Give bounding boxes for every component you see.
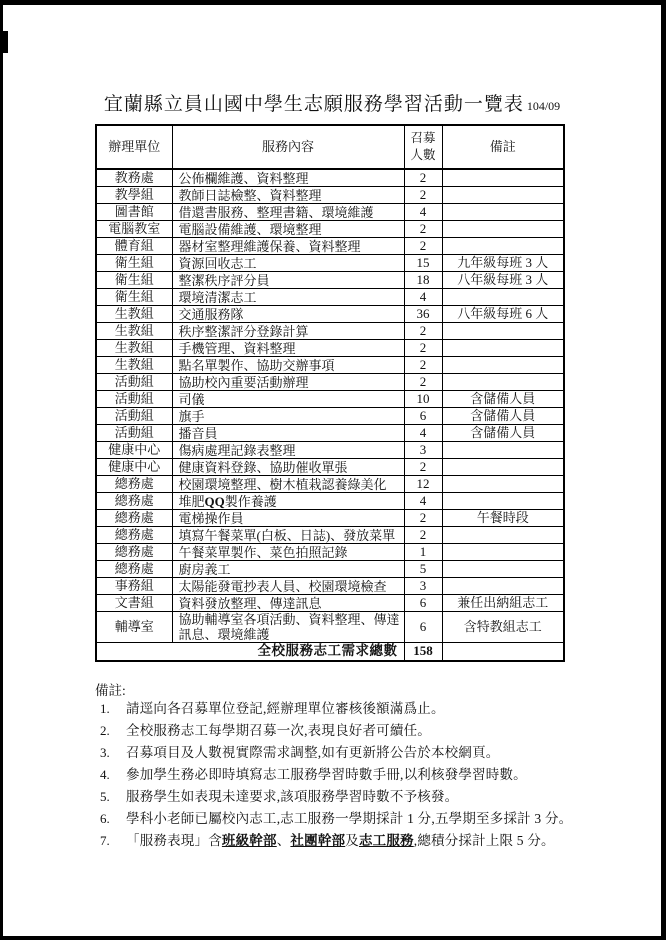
note-number: 7. bbox=[100, 833, 110, 848]
note-item bbox=[100, 833, 578, 850]
table-row bbox=[96, 391, 564, 408]
table-row bbox=[96, 272, 564, 289]
remark-cell: 八年級每班 6 人 bbox=[442, 306, 564, 323]
note-text: 服務學生如表現未達要求,該項服務學習時數不予核發。 bbox=[126, 789, 459, 804]
table-row bbox=[96, 527, 564, 544]
total-count: 158 bbox=[404, 643, 442, 661]
count-cell: 10 bbox=[404, 391, 442, 408]
note-number: 1. bbox=[100, 701, 110, 716]
remark-cell bbox=[442, 357, 564, 374]
table-row bbox=[96, 187, 564, 204]
note-text: 參加學生務必即時填寫志工服務學習時數手冊,以利核發學習時數。 bbox=[126, 767, 527, 782]
count-cell: 4 bbox=[404, 204, 442, 221]
content-cell: 堆肥QQ製作養護 bbox=[172, 493, 404, 510]
content-cell: 電梯操作員 bbox=[172, 510, 404, 527]
content-cell: 午餐菜單製作、菜色拍照記錄 bbox=[172, 544, 404, 561]
note-number: 2. bbox=[100, 723, 110, 738]
note-item bbox=[100, 701, 578, 718]
content-cell: 資源回收志工 bbox=[172, 255, 404, 272]
col-header-remark: 備註 bbox=[442, 125, 564, 169]
count-cell: 2 bbox=[404, 459, 442, 476]
remark-cell bbox=[442, 204, 564, 221]
content-cell: 傷病處理記錄表整理 bbox=[172, 442, 404, 459]
note-text: 全校服務志工每學期召募一次,表現良好者可續任。 bbox=[126, 723, 431, 738]
content-cell: 協助校內重要活動辦理 bbox=[172, 374, 404, 391]
remark-cell: 含儲備人員 bbox=[442, 408, 564, 425]
note-text: 請逕向各召募單位登記,經辦理單位審核後額滿爲止。 bbox=[126, 701, 445, 716]
count-cell: 1 bbox=[404, 544, 442, 561]
table-row bbox=[96, 442, 564, 459]
col-header-unit: 辦理單位 bbox=[96, 125, 172, 169]
note-item bbox=[100, 811, 578, 828]
table-row bbox=[96, 289, 564, 306]
remark-cell: 兼任出納組志工 bbox=[442, 595, 564, 612]
unit-cell: 衛生組 bbox=[96, 272, 172, 289]
remark-cell bbox=[442, 238, 564, 255]
unit-cell: 電腦教室 bbox=[96, 221, 172, 238]
remark-cell bbox=[442, 442, 564, 459]
remark-cell bbox=[442, 544, 564, 561]
count-cell: 15 bbox=[404, 255, 442, 272]
remark-cell bbox=[442, 289, 564, 306]
unit-cell: 事務組 bbox=[96, 578, 172, 595]
content-cell: 整潔秩序評分員 bbox=[172, 272, 404, 289]
unit-cell: 體育組 bbox=[96, 238, 172, 255]
remark-cell: 含特教組志工 bbox=[442, 612, 564, 643]
table-row bbox=[96, 612, 564, 643]
unit-cell: 健康中心 bbox=[96, 442, 172, 459]
note-text: 召募項目及人數視實際需求調整,如有更新將公告於本校網頁。 bbox=[126, 745, 500, 760]
content-cell: 司儀 bbox=[172, 391, 404, 408]
note-number: 5. bbox=[100, 789, 110, 804]
remark-cell: 含儲備人員 bbox=[442, 391, 564, 408]
page-title: 宜蘭縣立員山國中學生志願服務學習活動一覽表 bbox=[103, 94, 524, 115]
unit-cell: 衛生組 bbox=[96, 255, 172, 272]
unit-cell: 活動組 bbox=[96, 391, 172, 408]
count-cell: 18 bbox=[404, 272, 442, 289]
unit-cell: 總務處 bbox=[96, 510, 172, 527]
table-row bbox=[96, 238, 564, 255]
title-date-code: 104/09 bbox=[526, 99, 561, 113]
content-cell: 填寫午餐菜單(白板、日誌)、發放菜單 bbox=[172, 527, 404, 544]
count-cell: 4 bbox=[404, 425, 442, 442]
count-cell: 6 bbox=[404, 595, 442, 612]
content-cell: 旗手 bbox=[172, 408, 404, 425]
unit-cell: 活動組 bbox=[96, 425, 172, 442]
col-header-count: 召募 人數 bbox=[404, 125, 442, 169]
table-row bbox=[96, 425, 564, 442]
service-table bbox=[95, 124, 565, 662]
remark-cell bbox=[442, 493, 564, 510]
unit-cell: 生教組 bbox=[96, 357, 172, 374]
count-cell: 2 bbox=[404, 169, 442, 187]
table-row bbox=[96, 595, 564, 612]
content-cell: 公佈欄維護、資料整理 bbox=[172, 169, 404, 187]
note-number: 3. bbox=[100, 745, 110, 760]
table-row bbox=[96, 357, 564, 374]
table-row bbox=[96, 493, 564, 510]
table-row bbox=[96, 306, 564, 323]
content-cell: 太陽能發電抄表人員、校園環境檢查 bbox=[172, 578, 404, 595]
unit-cell: 活動組 bbox=[96, 408, 172, 425]
content-cell: 資料發放整理、傳達訊息 bbox=[172, 595, 404, 612]
remark-cell bbox=[442, 374, 564, 391]
content-cell: 交通服務隊 bbox=[172, 306, 404, 323]
unit-cell: 總務處 bbox=[96, 476, 172, 493]
count-cell: 4 bbox=[404, 493, 442, 510]
remark-cell bbox=[442, 169, 564, 187]
content-cell: 電腦設備維護、環境整理 bbox=[172, 221, 404, 238]
remark-cell bbox=[442, 459, 564, 476]
unit-cell: 衛生組 bbox=[96, 289, 172, 306]
table-row bbox=[96, 323, 564, 340]
note-number: 6. bbox=[100, 811, 110, 826]
table-row bbox=[96, 221, 564, 238]
notes-label: 備註: bbox=[95, 683, 126, 698]
notes-list bbox=[100, 701, 578, 855]
content-cell: 器材室整理維護保養、資料整理 bbox=[172, 238, 404, 255]
count-cell: 2 bbox=[404, 323, 442, 340]
unit-cell: 生教組 bbox=[96, 306, 172, 323]
table-row bbox=[96, 204, 564, 221]
table-row bbox=[96, 408, 564, 425]
content-cell: 健康資料登錄、協助催收單張 bbox=[172, 459, 404, 476]
content-cell: 借還書服務、整理書籍、環境維護 bbox=[172, 204, 404, 221]
table-row bbox=[96, 510, 564, 527]
content-cell: 點名單製作、協助交辦事項 bbox=[172, 357, 404, 374]
count-cell: 2 bbox=[404, 238, 442, 255]
note-item bbox=[100, 723, 578, 740]
content-cell: 秩序整潔評分登錄計算 bbox=[172, 323, 404, 340]
count-cell: 2 bbox=[404, 510, 442, 527]
content-cell: 環境清潔志工 bbox=[172, 289, 404, 306]
note-text: 學科小老師已屬校內志工,志工服務一學期採計 1 分,五學期至多採計 3 分。 bbox=[126, 811, 573, 826]
table-row bbox=[96, 544, 564, 561]
unit-cell: 生教組 bbox=[96, 340, 172, 357]
remark-cell bbox=[442, 476, 564, 493]
content-cell: 廚房義工 bbox=[172, 561, 404, 578]
count-cell: 5 bbox=[404, 561, 442, 578]
unit-cell: 輔導室 bbox=[96, 612, 172, 643]
unit-cell: 生教組 bbox=[96, 323, 172, 340]
remark-cell bbox=[442, 578, 564, 595]
unit-cell: 教學組 bbox=[96, 187, 172, 204]
total-row bbox=[96, 643, 564, 661]
content-cell: 播音員 bbox=[172, 425, 404, 442]
table-row bbox=[96, 561, 564, 578]
remark-cell bbox=[442, 221, 564, 238]
unit-cell: 教務處 bbox=[96, 169, 172, 187]
count-cell: 36 bbox=[404, 306, 442, 323]
count-cell: 2 bbox=[404, 357, 442, 374]
count-cell: 2 bbox=[404, 527, 442, 544]
remark-cell bbox=[442, 340, 564, 357]
table-row bbox=[96, 255, 564, 272]
count-cell: 3 bbox=[404, 442, 442, 459]
document-page bbox=[3, 5, 661, 936]
table-row bbox=[96, 374, 564, 391]
unit-cell: 文書組 bbox=[96, 595, 172, 612]
unit-cell: 總務處 bbox=[96, 527, 172, 544]
count-cell: 2 bbox=[404, 374, 442, 391]
note-number: 4. bbox=[100, 767, 110, 782]
content-cell: 協助輔導室各項活動、資料整理、傳達訊息、環境維護 bbox=[172, 612, 404, 643]
remark-cell: 含儲備人員 bbox=[442, 425, 564, 442]
count-cell: 3 bbox=[404, 578, 442, 595]
title-row bbox=[3, 89, 661, 116]
total-remark bbox=[442, 643, 564, 661]
remark-cell bbox=[442, 187, 564, 204]
table-row bbox=[96, 169, 564, 187]
scan-artifact bbox=[3, 31, 8, 53]
col-header-content: 服務內容 bbox=[172, 125, 404, 169]
remark-cell bbox=[442, 561, 564, 578]
unit-cell: 活動組 bbox=[96, 374, 172, 391]
remark-cell: 午餐時段 bbox=[442, 510, 564, 527]
table-row bbox=[96, 340, 564, 357]
count-cell: 2 bbox=[404, 340, 442, 357]
table-row bbox=[96, 578, 564, 595]
remark-cell bbox=[442, 527, 564, 544]
remark-cell: 九年級每班 3 人 bbox=[442, 255, 564, 272]
note-item bbox=[100, 745, 578, 762]
table-header-row bbox=[96, 125, 564, 169]
note-item bbox=[100, 789, 578, 806]
content-cell: 手機管理、資料整理 bbox=[172, 340, 404, 357]
note-item bbox=[100, 767, 578, 784]
content-cell: 教師日誌檢整、資料整理 bbox=[172, 187, 404, 204]
remark-cell bbox=[442, 323, 564, 340]
total-label: 全校服務志工需求總數 bbox=[96, 643, 404, 661]
count-cell: 6 bbox=[404, 612, 442, 643]
unit-cell: 健康中心 bbox=[96, 459, 172, 476]
note-text: 「服務表現」含班級幹部、社團幹部及志工服務,總積分採計上限 5 分。 bbox=[126, 833, 555, 848]
service-table-body bbox=[96, 169, 564, 661]
unit-cell: 圖書館 bbox=[96, 204, 172, 221]
count-cell: 4 bbox=[404, 289, 442, 306]
remark-cell: 八年級每班 3 人 bbox=[442, 272, 564, 289]
table-row bbox=[96, 459, 564, 476]
content-cell: 校園環境整理、樹木植栽認養綠美化 bbox=[172, 476, 404, 493]
count-cell: 2 bbox=[404, 221, 442, 238]
count-cell: 2 bbox=[404, 187, 442, 204]
unit-cell: 總務處 bbox=[96, 493, 172, 510]
count-cell: 6 bbox=[404, 408, 442, 425]
count-cell: 12 bbox=[404, 476, 442, 493]
unit-cell: 總務處 bbox=[96, 544, 172, 561]
unit-cell: 總務處 bbox=[96, 561, 172, 578]
table-row bbox=[96, 476, 564, 493]
